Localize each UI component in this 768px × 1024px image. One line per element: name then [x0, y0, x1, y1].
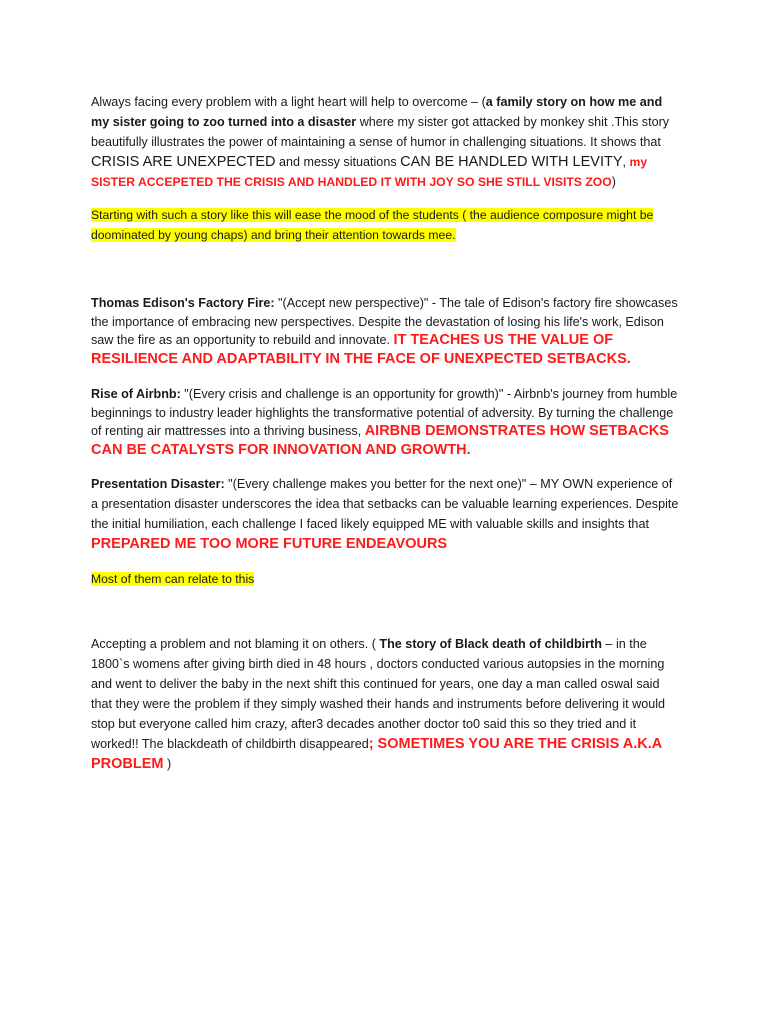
- highlight-note-2: [91, 569, 681, 589]
- highlight-note-1: [91, 205, 681, 245]
- emphasis-text: CAN BE HANDLED WITH LEVITY: [400, 154, 623, 170]
- red-emphasis-text: AIRBNB DEMONSTRATES HOW SETBACKS CAN BE CATALYSTS FOR INNOVATION AND GROWTH.: [91, 423, 669, 458]
- highlighted-text: Starting with such a story like this will ease the mood of the students ( the audience composure might be doominated by young chaps) and bring their attention towards mee.: [91, 208, 654, 242]
- bold-heading: Thomas Edison's Factory Fire:: [91, 296, 275, 310]
- paragraph-edison: [91, 294, 681, 368]
- text: – in the 1800`s womens after giving birth died in 48 hours , doctors conducted various autopsies in the morning and went to deliver the baby in the next shift this continued for years, one day a man called oswal said that they were the problem if they simply washed their hands and instruments before delivering it would stop but everyone called him crazy, after3 decades another doctor to0 said this so they tried and it worked!! The blackdeath of childbirth disappeared: [91, 637, 666, 751]
- bold-text: The story of Black death of childbirth: [379, 637, 602, 651]
- red-emphasis-text: PREPARED ME TOO MORE FUTURE ENDEAVOURS: [91, 536, 448, 552]
- red-emphasis-text: ; SOMETIMES YOU ARE THE CRISIS A.K.A PROBLEM: [91, 736, 662, 772]
- text: ,: [622, 155, 630, 169]
- text: ): [611, 175, 616, 189]
- bold-text: a family story on how me and my sister going to zoo turned into a disaster: [91, 95, 663, 129]
- paragraph-presentation: [91, 474, 681, 554]
- red-emphasis-text: IT TEACHES US THE VALUE OF RESILIENCE AND ADAPTABILITY IN THE FACE OF UNEXPECTED SETBACKS.: [91, 332, 631, 367]
- bold-heading: Rise of Airbnb:: [91, 387, 181, 401]
- paragraph-black-death: [91, 634, 681, 774]
- highlighted-text: Most of them can relate to this: [91, 572, 255, 586]
- emphasis-text: CRISIS ARE UNEXPECTED: [91, 154, 276, 170]
- text: ): [163, 757, 172, 771]
- text: Always facing every problem with a light heart will help to overcome – (: [91, 95, 486, 109]
- text: "(Accept new perspective)" - The tale of Edison's factory fire showcases the importance of embracing new perspectives. Despite the devastation of losing his life's work, Edison saw the fire as an opportunity to rebuild and innovate.: [91, 296, 678, 347]
- text: where my sister got attacked by monkey shit .This story beautifully illustrates the power of maintaining a sense of humor in challenging situations. It shows that: [91, 115, 670, 149]
- text: and messy situations: [275, 155, 401, 169]
- bold-heading: Presentation Disaster:: [91, 477, 225, 491]
- text: Accepting a problem and not blaming it on others. (: [91, 637, 380, 651]
- red-emphasis-text: my SISTER ACCEPETED THE CRISIS AND HANDLED IT WITH JOY SO SHE STILL VISITS ZOO: [91, 155, 648, 189]
- paragraph-airbnb: [91, 385, 681, 459]
- text: "(Every challenge makes you better for the next one)" – MY OWN experience of a presentation disaster underscores the idea that setbacks can be valuable learning experiences. Despite the initial humiliation, each challenge I faced likely equipped ME with valuable skills and insights that: [91, 477, 679, 531]
- text: "(Every crisis and challenge is an opportunity for growth)" - Airbnb's journey from humble beginnings to industry leader highlights the transformative potential of adversity. By turning the challenge of renting air mattresses into a thriving business,: [91, 387, 678, 438]
- paragraph-zoo-story: [91, 92, 681, 192]
